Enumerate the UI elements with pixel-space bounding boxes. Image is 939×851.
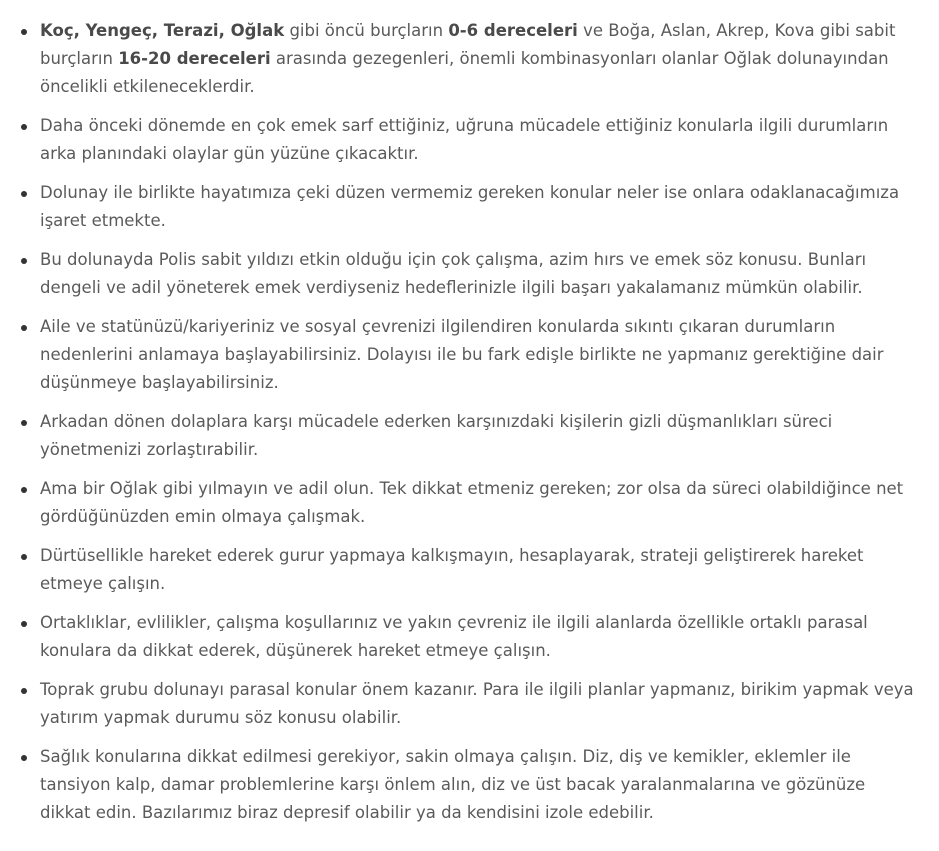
list-item: [0, 17, 939, 101]
list-item: [0, 179, 939, 235]
body-text: gibi öncü burçların: [284, 21, 449, 40]
list-item: [0, 743, 939, 827]
body-text: Toprak grubu dolunayı parasal konular önem kazanır. Para ile ilgili planlar yapmanız, birikim yapmak veya yatırım yapmak durumu söz konusu olabilir.: [40, 680, 914, 727]
list-item: [0, 313, 939, 397]
body-text: Arkadan dönen dolaplara karşı mücadele ederken karşınızdaki kişilerin gizli düşmanlıkları süreci yönetmenizi zorlaştırabilir.: [40, 412, 833, 459]
list-item: [0, 676, 939, 732]
body-text: Dürtüsellikle hareket ederek gurur yapmaya kalkışmayın, hesaplayarak, strateji geliştirerek hareket etmeye çalışın.: [40, 546, 864, 593]
body-text: Ama bir Oğlak gibi yılmayın ve adil olun. Tek dikkat etmeniz gereken; zor olsa da süreci olabildiğince net gördüğünüzden emin olmaya çalışmak.: [40, 479, 904, 526]
bold-text: 0-6 dereceleri: [448, 21, 578, 40]
list-item: [0, 112, 939, 168]
body-text: Aile ve statünüzü/kariyeriniz ve sosyal çevrenizi ilgilendiren konularda sıkıntı çıkaran durumların nedenlerini anlamaya başlayabilirsiniz. Dolayısı ile bu fark edişle birlikte ne yapmanız gerektiğine dair düşünmeye başlayabilirsiniz.: [40, 317, 884, 392]
body-text: Sağlık konularına dikkat edilmesi gerekiyor, sakin olmaya çalışın. Diz, diş ve kemikler, eklemler ile tansiyon kalp, damar problemlerine karşı önlem alın, diz ve üst bacak yaralanmalarına ve gözünüze dikkat edin. Bazılarımız biraz depresif olabilir ya da kendisini izole edebilir.: [40, 747, 866, 822]
bold-text: 16-20 dereceleri: [118, 49, 271, 68]
list-item: [0, 609, 939, 665]
body-text: ve Boğa, Aslan, Akrep, Kova gibi sabit burçların: [40, 21, 896, 68]
list-item: [0, 475, 939, 531]
list-item: [0, 246, 939, 302]
list-item: [0, 408, 939, 464]
body-text: Bu dolunayda Polis sabit yıldızı etkin olduğu için çok çalışma, azim hırs ve emek söz konusu. Bunları dengeli ve adil yöneterek emek verdiyseniz hedeflerinizle ilgili başarı yakalamanız mümkün olabilir.: [40, 250, 867, 297]
body-text: arasında gezegenleri, önemli kombinasyonları olanlar Oğlak dolunayından öncelikli etkileneceklerdir.: [40, 49, 889, 96]
body-text: Daha önceki dönemde en çok emek sarf ettiğiniz, uğruna mücadele ettiğiniz konularla ilgili durumların arka planındaki olaylar gün yüzüne çıkacaktır.: [40, 116, 889, 163]
body-text: Dolunay ile birlikte hayatımıza çeki düzen vermemiz gereken konular neler ise onlara odaklanacağımıza işaret etmekte.: [40, 183, 900, 230]
bold-text: Koç, Yengeç, Terazi, Oğlak: [40, 21, 285, 40]
list-item: [0, 542, 939, 598]
body-text: Ortaklıklar, evlilikler, çalışma koşullarınız ve yakın çevreniz ile ilgili alanlarda özellikle ortaklı parasal konulara da dikkat ederek, düşünerek hareket etmeye çalışın.: [40, 613, 868, 660]
